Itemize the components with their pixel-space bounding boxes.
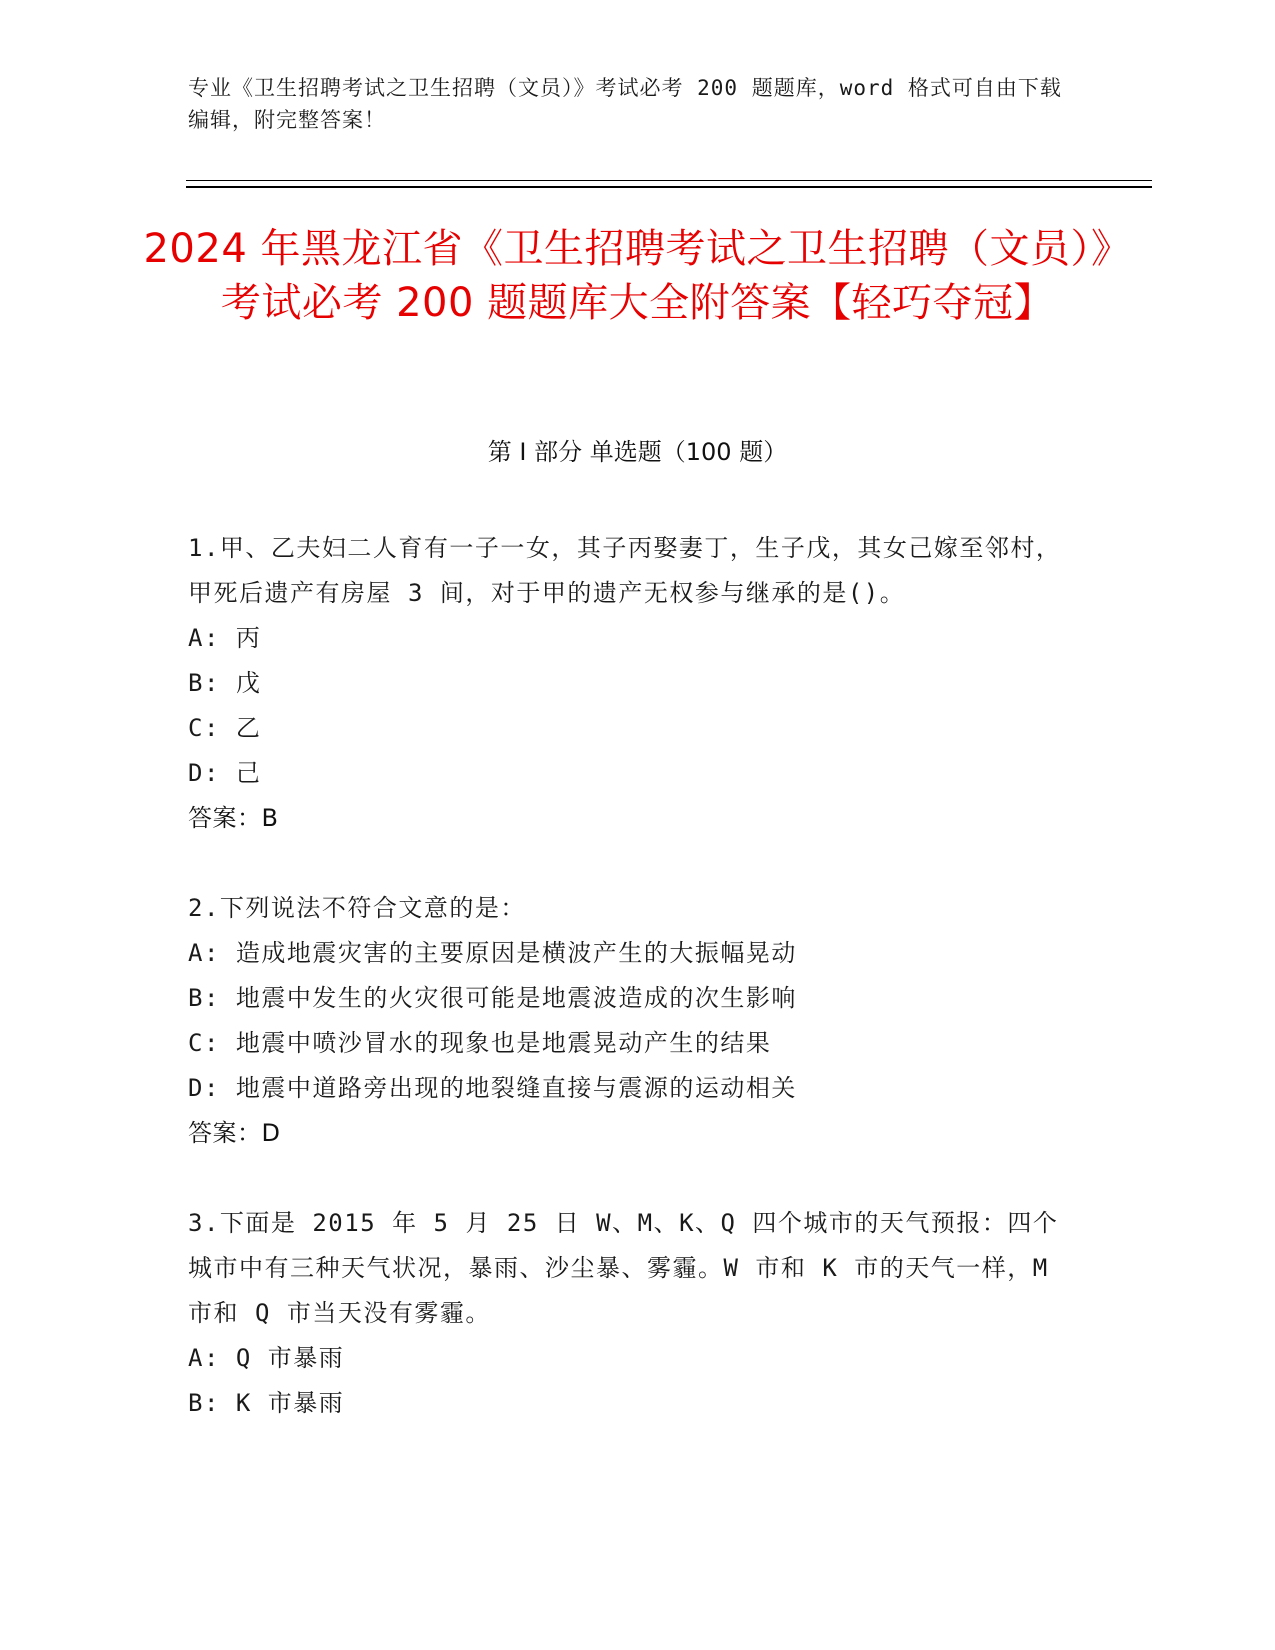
question-stem: 1.甲、乙夫妇二人育有一子一女，其子丙娶妻丁，生子戊，其女己嫁至邻村，甲死后遗产有房屋 3 间，对于甲的遗产无权参与继承的是()。 xyxy=(188,534,1062,607)
question-list xyxy=(188,526,1068,1471)
option-b: B: K 市暴雨 xyxy=(188,1389,345,1417)
document-title: 2024 年黑龙江省《卫生招聘考试之卫生招聘（文员）》考试必考 200 题题库大全附答案【轻巧夺冠】 xyxy=(143,226,1132,326)
option-c: C: 地震中喷沙冒水的现象也是地震晃动产生的结果 xyxy=(188,1029,772,1057)
option-d: D: 己 xyxy=(188,759,262,787)
answer: 答案：B xyxy=(188,804,279,832)
question-3 xyxy=(188,1201,1068,1426)
option-c: C: 乙 xyxy=(188,714,262,742)
header-note: 专业《卫生招聘考试之卫生招聘（文员）》考试必考 200 题题库，word 格式可自由下载编辑，附完整答案！ xyxy=(188,76,1062,132)
question-stem: 3.下面是 2015 年 5 月 25 日 W、M、K、Q 四个城市的天气预报：四个城市中有三种天气状况，暴雨、沙尘暴、雾霾。W 市和 K 市的天气一样，M 市和 Q 市当天没有雾霾。 xyxy=(188,1209,1059,1327)
section-title: 第 I 部分 单选题（100 题） xyxy=(487,438,788,466)
option-a: A: 造成地震灾害的主要原因是横波产生的大振幅晃动 xyxy=(188,939,797,967)
option-b: B: 地震中发生的火灾很可能是地震波造成的次生影响 xyxy=(188,984,797,1012)
question-stem: 2.下列说法不符合文意的是： xyxy=(188,894,526,922)
answer: 答案：D xyxy=(188,1119,281,1147)
option-a: A: 丙 xyxy=(188,624,262,652)
option-d: D: 地震中道路旁出现的地裂缝直接与震源的运动相关 xyxy=(188,1074,797,1102)
option-a: A: Q 市暴雨 xyxy=(188,1344,345,1372)
header-divider xyxy=(186,180,1152,181)
question-1 xyxy=(188,526,1068,841)
header-divider-thick xyxy=(186,186,1152,188)
question-2 xyxy=(188,886,1068,1156)
option-b: B: 戊 xyxy=(188,669,262,697)
